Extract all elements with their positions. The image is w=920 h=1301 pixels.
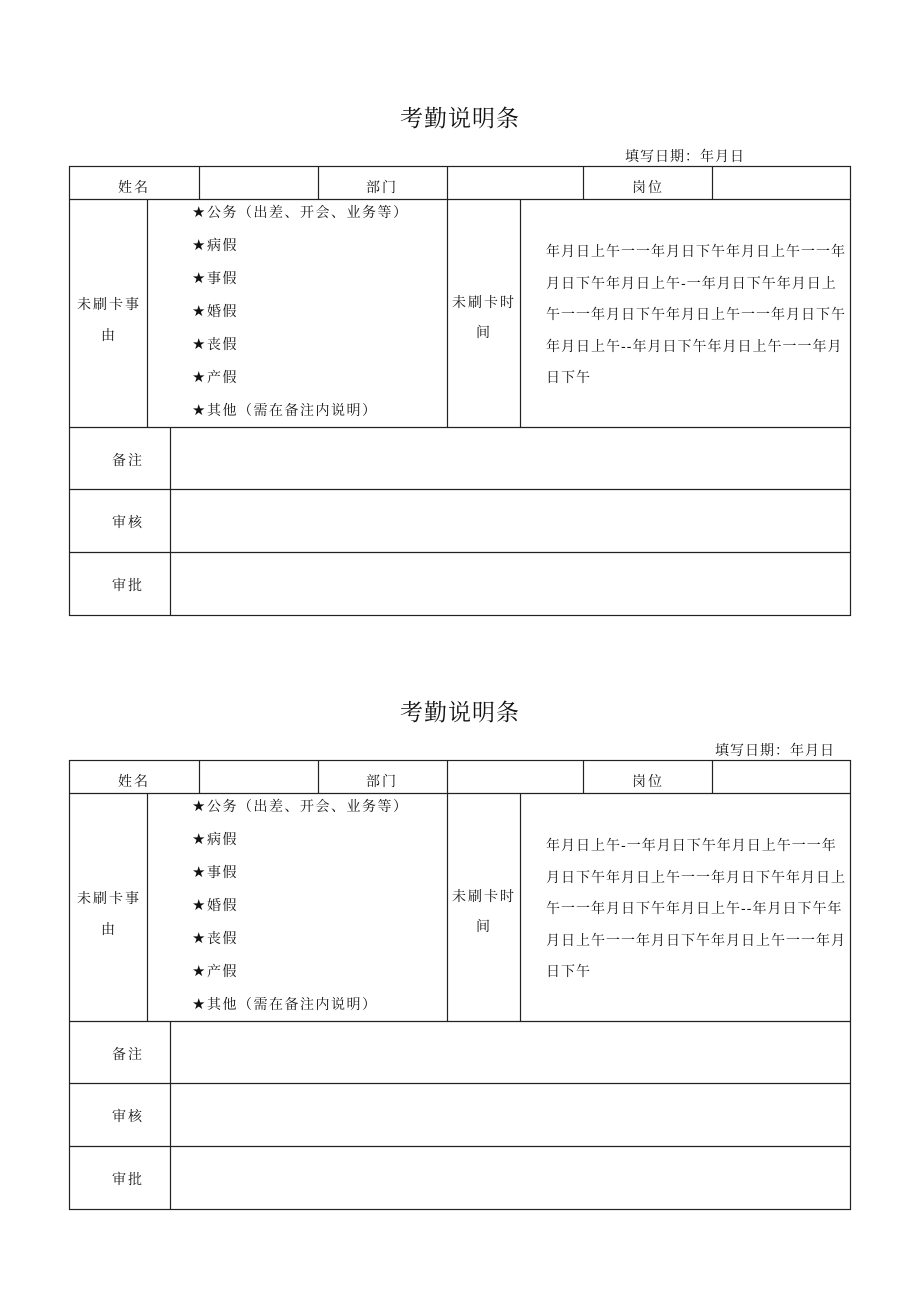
- reason-text: 其他（需在备注内说明）: [206, 997, 378, 1013]
- remark-label: 备注: [112, 1047, 144, 1063]
- review-field[interactable]: [171, 1084, 850, 1146]
- star-icon: ★: [192, 995, 207, 1013]
- reason-text: 公务（出差、开会、业务等）: [206, 799, 409, 815]
- reason-item-sick[interactable]: [192, 234, 408, 267]
- time-label: 未刷卡时间: [452, 295, 516, 341]
- star-icon: ★: [192, 896, 207, 914]
- reason-item-funeral[interactable]: [192, 333, 408, 366]
- reason-text: 产假: [206, 370, 238, 386]
- reason-text: 婚假: [206, 304, 238, 320]
- reason-text: 病假: [206, 238, 238, 254]
- remark-field[interactable]: [171, 428, 850, 489]
- reason-text: 丧假: [206, 931, 238, 947]
- fill-date-label: 填写日期：年月日: [715, 743, 835, 759]
- reason-item-marriage[interactable]: [192, 300, 408, 333]
- position-label: 岗位: [632, 774, 664, 790]
- name-label: 姓名: [118, 180, 150, 196]
- time-label: 未刷卡时间: [452, 889, 516, 935]
- star-icon: ★: [192, 929, 207, 947]
- fill-date-label: 填写日期：年月日: [625, 149, 745, 165]
- reason-text: 病假: [206, 832, 238, 848]
- reason-item-business[interactable]: [192, 201, 408, 234]
- star-icon: ★: [192, 335, 207, 353]
- missed-swipe-time-text: 年月日上午一一年月日下午年月日上午一一年月日下午年月日上午-一年月日下午年月日上午一一年月日下午年月日上午一一年月日下午年月日上午--年月日下午年月日上午一一年月日下午: [546, 244, 846, 386]
- position-label: 岗位: [632, 180, 664, 196]
- reason-label: 未刷卡事由: [77, 297, 141, 344]
- reason-item-maternity[interactable]: [192, 960, 408, 993]
- remark-label: 备注: [112, 453, 144, 469]
- reason-text: 婚假: [206, 898, 238, 914]
- reason-label: 未刷卡事由: [77, 891, 141, 938]
- reason-text: 公务（出差、开会、业务等）: [206, 205, 409, 221]
- name-field[interactable]: [200, 761, 318, 793]
- reason-item-personal[interactable]: [192, 267, 408, 300]
- reason-item-business[interactable]: [192, 795, 408, 828]
- review-field[interactable]: [171, 490, 850, 552]
- reason-text: 产假: [206, 964, 238, 980]
- dept-label: 部门: [366, 180, 398, 196]
- name-label: 姓名: [118, 774, 150, 790]
- approve-field[interactable]: [171, 1147, 850, 1209]
- star-icon: ★: [192, 302, 207, 320]
- missed-swipe-time-text: 年月日上午-一年月日下午年月日上午一一年月日下午年月日上午一一年月日下午年月日上午一一年月日下午年月日上午--年月日下午年月日上午一一年月日下午年月日上午一一年月日下午: [546, 838, 846, 980]
- remark-field[interactable]: [171, 1022, 850, 1083]
- star-icon: ★: [192, 401, 207, 419]
- form-title: 考勤说明条: [400, 106, 520, 132]
- review-label: 审核: [112, 515, 144, 531]
- reason-list: [192, 201, 408, 432]
- star-icon: ★: [192, 203, 207, 221]
- review-label: 审核: [112, 1109, 144, 1125]
- reason-item-marriage[interactable]: [192, 894, 408, 927]
- reason-item-funeral[interactable]: [192, 927, 408, 960]
- reason-item-personal[interactable]: [192, 861, 408, 894]
- star-icon: ★: [192, 830, 207, 848]
- reason-text: 丧假: [206, 337, 238, 353]
- reason-text: 事假: [206, 865, 238, 881]
- reason-item-sick[interactable]: [192, 828, 408, 861]
- star-icon: ★: [192, 962, 207, 980]
- star-icon: ★: [192, 368, 207, 386]
- reason-text: 事假: [206, 271, 238, 287]
- approve-label: 审批: [112, 578, 144, 594]
- reason-text: 其他（需在备注内说明）: [206, 403, 378, 419]
- form-title: 考勤说明条: [400, 700, 520, 726]
- reason-item-maternity[interactable]: [192, 366, 408, 399]
- star-icon: ★: [192, 797, 207, 815]
- star-icon: ★: [192, 236, 207, 254]
- position-field[interactable]: [713, 167, 850, 199]
- star-icon: ★: [192, 863, 207, 881]
- name-field[interactable]: [200, 167, 318, 199]
- dept-label: 部门: [366, 774, 398, 790]
- dept-field[interactable]: [448, 761, 583, 793]
- reason-list: [192, 795, 408, 1026]
- dept-field[interactable]: [448, 167, 583, 199]
- position-field[interactable]: [713, 761, 850, 793]
- star-icon: ★: [192, 269, 207, 287]
- approve-label: 审批: [112, 1172, 144, 1188]
